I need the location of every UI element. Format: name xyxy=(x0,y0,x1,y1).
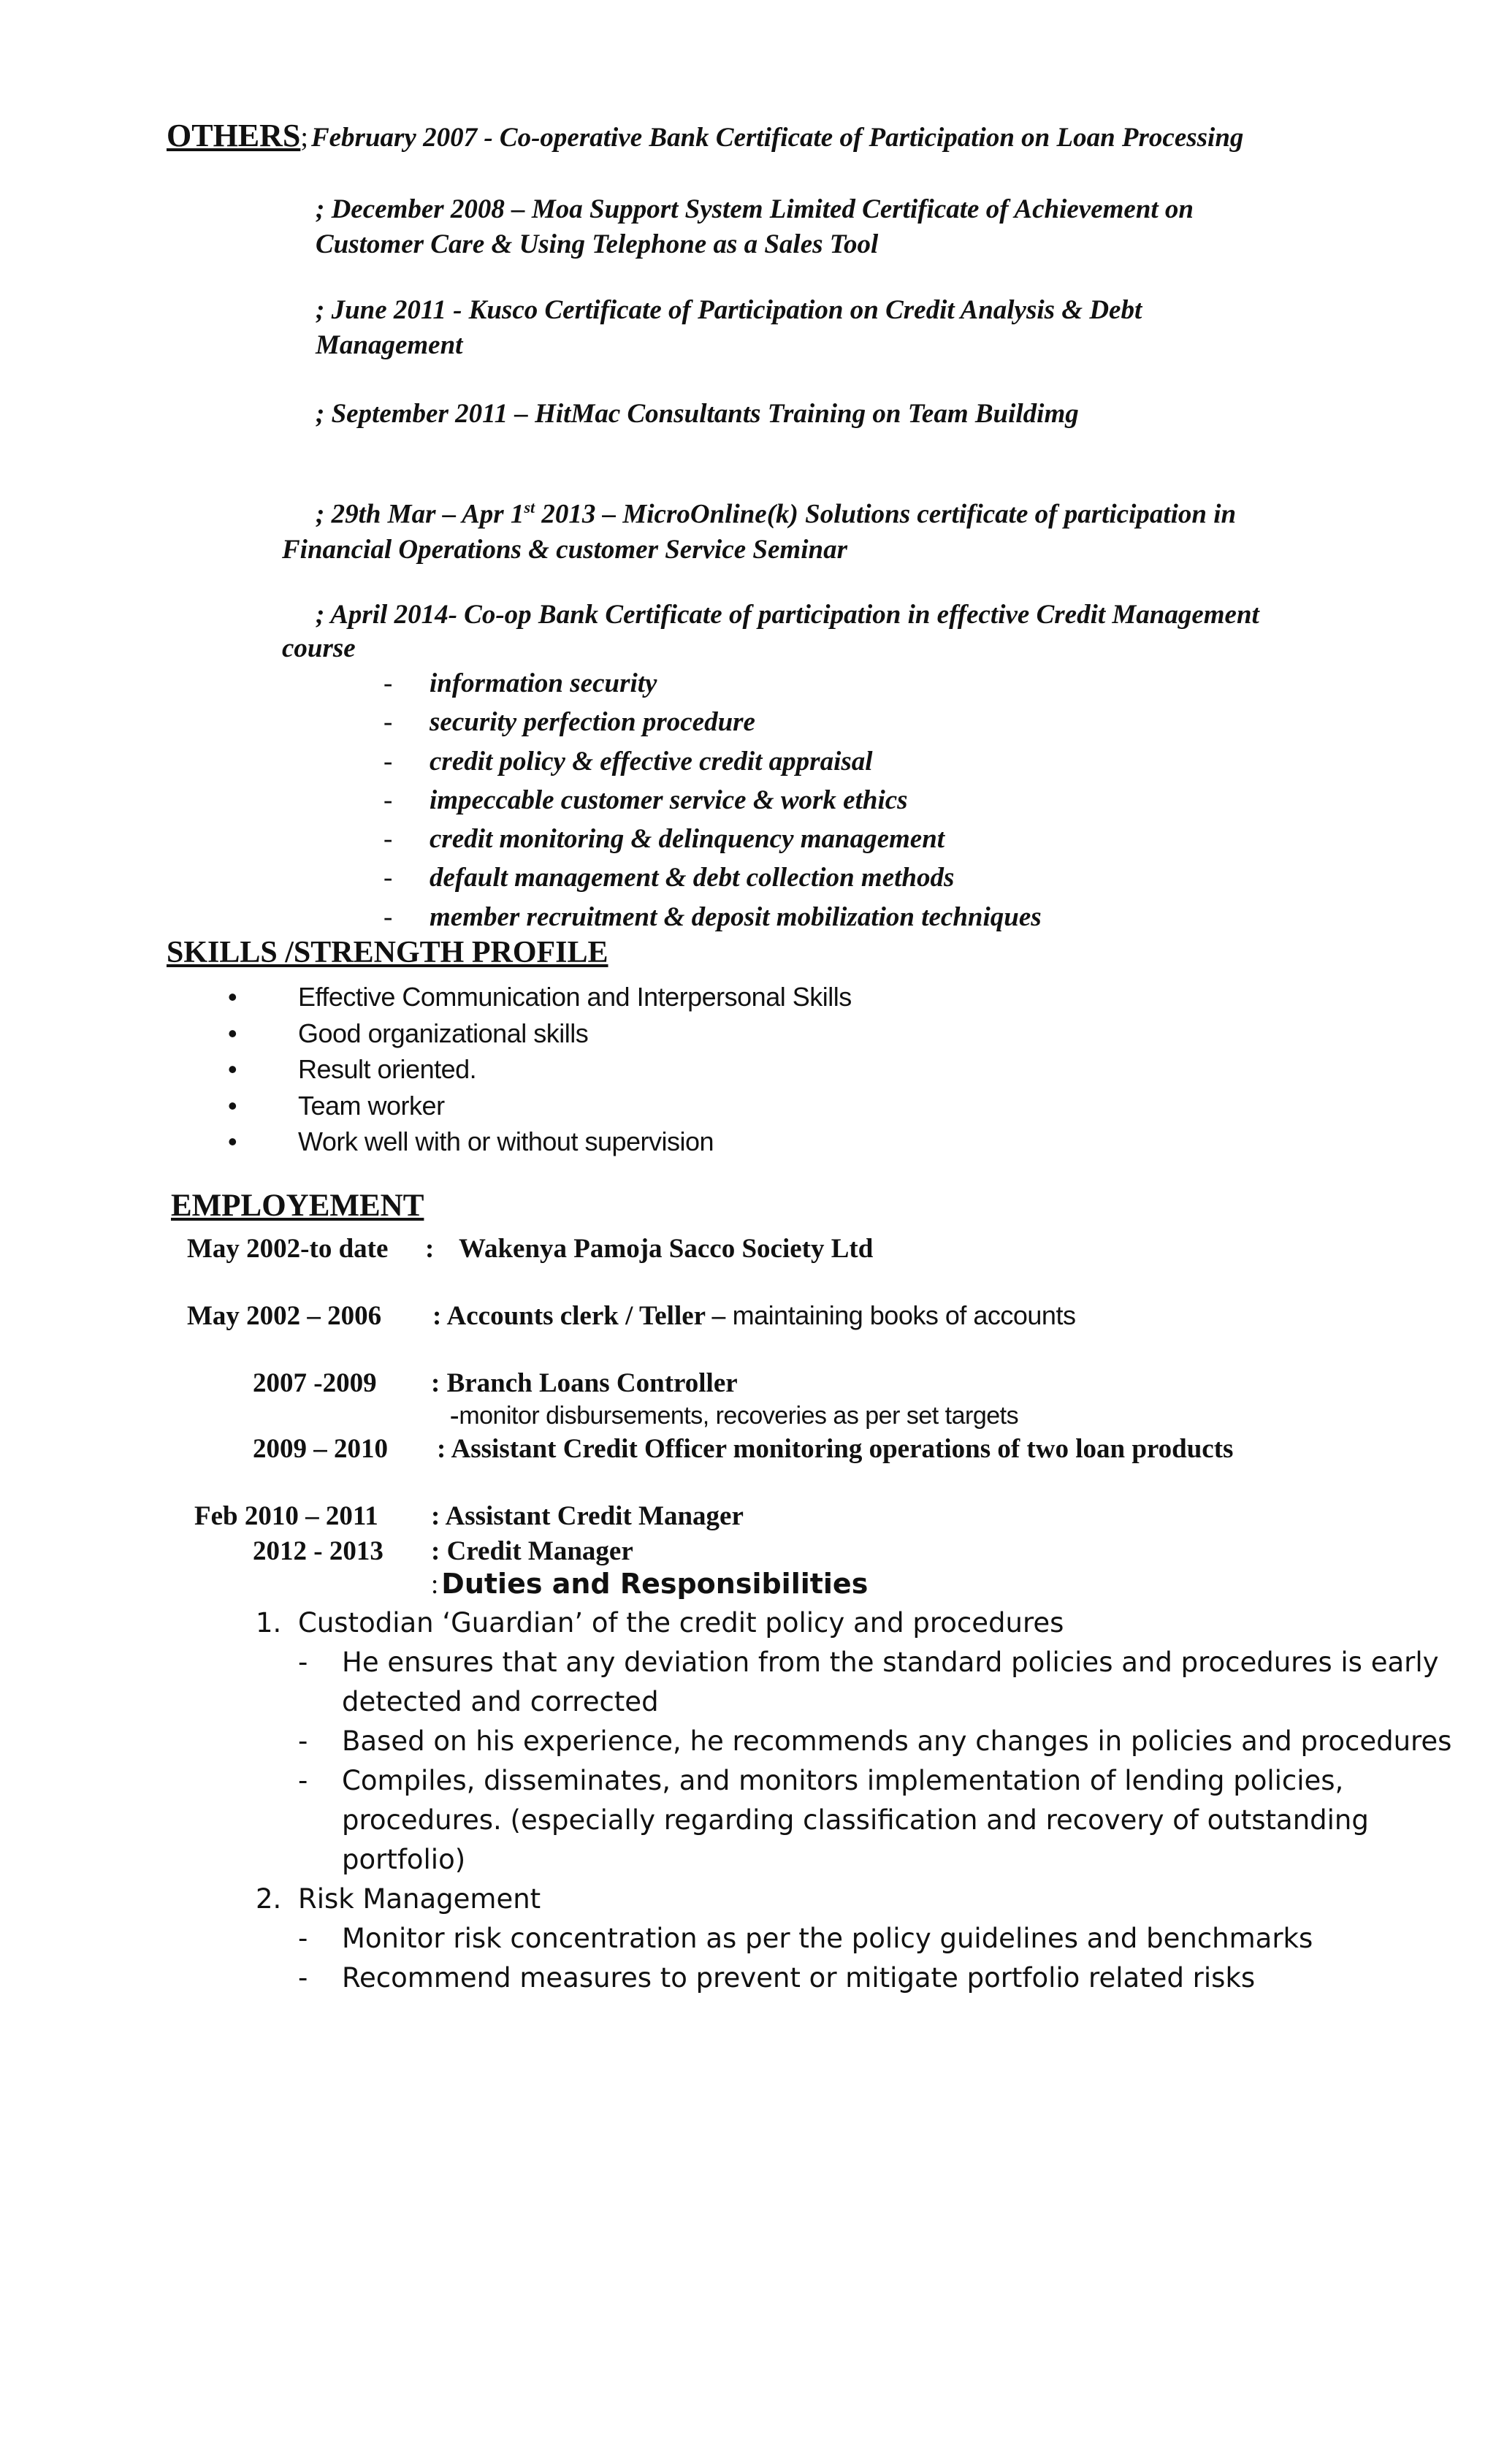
employment-date-acm: Feb 2010 – 2011 xyxy=(194,1501,378,1531)
cert-microonline-sup: st xyxy=(524,498,535,516)
employment-date-aco: 2009 – 2010 xyxy=(253,1434,388,1464)
list-item: - default management & debt collection methods xyxy=(383,861,1042,900)
list-item: • Effective Communication and Interpersonal Skills xyxy=(228,979,852,1015)
duty-num: 2. xyxy=(256,1883,282,1915)
list-item: - security perfection procedure xyxy=(383,706,1042,744)
role-title: : Accounts clerk / Teller – xyxy=(432,1301,726,1331)
employment-date-branch: 2007 -2009 xyxy=(253,1368,377,1398)
others-heading: OTHERS xyxy=(167,118,301,153)
employment-heading: EMPLOYEMENT xyxy=(171,1189,424,1223)
employer-name: Wakenya Pamoja Sacco Society Ltd xyxy=(459,1234,874,1264)
duty-point: Based on his experience, he recommends any changes in policies and procedures xyxy=(342,1725,1452,1757)
duties-heading: Duties and Responsibilities xyxy=(441,1568,869,1600)
cert-microonline-line2: Financial Operations & customer Service Seminar xyxy=(282,535,847,565)
duty-point: He ensures that any deviation from the standard policies and procedures is early xyxy=(342,1647,1439,1678)
duty-num: 1. xyxy=(256,1607,282,1639)
employment-colon: : xyxy=(425,1234,435,1264)
list-item: - credit policy & effective credit appraisal xyxy=(383,745,1042,784)
dash-marker: - xyxy=(383,901,393,932)
course-topics-list xyxy=(383,667,1042,939)
duty-title: Risk Management xyxy=(298,1883,541,1915)
duty-point: Recommend measures to prevent or mitigate portfolio related risks xyxy=(342,1962,1256,1994)
others-heading-line xyxy=(167,117,1243,154)
list-item: • Result oriented. xyxy=(228,1051,852,1088)
list-item: - information security xyxy=(383,667,1042,706)
cert-kusco-line2: Management xyxy=(316,330,463,360)
employment-date-cm: 2012 - 2013 xyxy=(253,1536,383,1566)
employment-role-teller xyxy=(432,1300,1075,1332)
role-description: monitor disbursements, recoveries as per set targets xyxy=(459,1402,1019,1430)
role-description: maintaining books of accounts xyxy=(725,1300,1076,1330)
bullet-marker: • xyxy=(228,1090,237,1121)
duty-point-cont: portfolio) xyxy=(342,1844,466,1875)
employment-role-cm: : Credit Manager xyxy=(431,1536,633,1566)
duty-title: Custodian ‘Guardian’ of the credit policy and procedures xyxy=(298,1607,1064,1639)
skills-list xyxy=(228,979,852,1160)
employment-role-branch-sub xyxy=(450,1400,1018,1431)
list-item: - member recruitment & deposit mobilization techniques xyxy=(383,901,1042,939)
duties-colon: : xyxy=(431,1570,439,1600)
employment-date-teller: May 2002 – 2006 xyxy=(187,1301,382,1331)
dash-marker: - xyxy=(298,1923,308,1954)
list-item: - impeccable customer service & work ethics xyxy=(383,784,1042,823)
cert-coop2014-line1: ; April 2014- Co-op Bank Certificate of participation in effective Credit Management xyxy=(316,600,1259,630)
list-item: • Team worker xyxy=(228,1088,852,1124)
dash-marker: - xyxy=(298,1647,308,1678)
cert-microonline-post: 2013 – MicroOnline(k) Solutions certificate of participation in xyxy=(535,499,1237,530)
duty-point-cont: detected and corrected xyxy=(342,1686,659,1717)
dash-marker: - xyxy=(383,707,393,738)
cert-microonline-line1 xyxy=(316,498,1236,530)
cert-moa-line1: ; December 2008 – Moa Support System Limited Certificate of Achievement on xyxy=(316,194,1194,224)
duty-point-cont: procedures. (especially regarding classification and recovery of outstanding xyxy=(342,1804,1369,1836)
cert-coop2014-line2: course xyxy=(282,633,356,663)
duty-point: Monitor risk concentration as per the policy guidelines and benchmarks xyxy=(342,1923,1313,1954)
dash-marker: - xyxy=(298,1962,308,1994)
dash-marker: - xyxy=(383,785,393,815)
duties-heading-line xyxy=(431,1568,868,1601)
employment-date-current: May 2002-to date xyxy=(187,1234,389,1264)
cert-microonline-pre: ; 29th Mar – Apr 1 xyxy=(316,499,524,530)
dash-marker: - xyxy=(383,746,393,777)
others-separator: ; xyxy=(300,122,308,153)
employment-role-branch: : Branch Loans Controller xyxy=(431,1368,738,1398)
dash-marker: - xyxy=(298,1725,308,1757)
employment-role-acm: : Assistant Credit Manager xyxy=(431,1501,744,1531)
list-item: • Good organizational skills xyxy=(228,1015,852,1052)
bullet-marker: • xyxy=(228,1054,237,1084)
dash-marker: - xyxy=(383,668,393,698)
skills-heading: SKILLS /STRENGTH PROFILE xyxy=(167,936,608,969)
dash-marker: - xyxy=(298,1765,308,1796)
bullet-marker: • xyxy=(228,1126,237,1156)
dash-marker: - xyxy=(383,863,393,893)
dash-marker: - xyxy=(383,824,393,855)
list-item: • Work well with or without supervision xyxy=(228,1124,852,1160)
cert-hitmac: ; September 2011 – HitMac Consultants Training on Team Buildimg xyxy=(316,399,1079,429)
list-item: - credit monitoring & delinquency management xyxy=(383,823,1042,861)
bullet-marker: • xyxy=(228,982,237,1012)
cert-kusco-line1: ; June 2011 - Kusco Certificate of Participation on Credit Analysis & Debt xyxy=(316,295,1142,325)
duty-point: Compiles, disseminates, and monitors implementation of lending policies, xyxy=(342,1765,1344,1796)
dash-marker: - xyxy=(450,1400,459,1430)
cert-moa-line2: Customer Care & Using Telephone as a Sales Tool xyxy=(316,229,879,259)
bullet-marker: • xyxy=(228,1018,237,1048)
employment-role-aco: : Assistant Credit Officer monitoring operations of two loan products xyxy=(437,1434,1234,1464)
cert-coop-2007: February 2007 - Co-operative Bank Certificate of Participation on Loan Processing xyxy=(310,123,1244,153)
